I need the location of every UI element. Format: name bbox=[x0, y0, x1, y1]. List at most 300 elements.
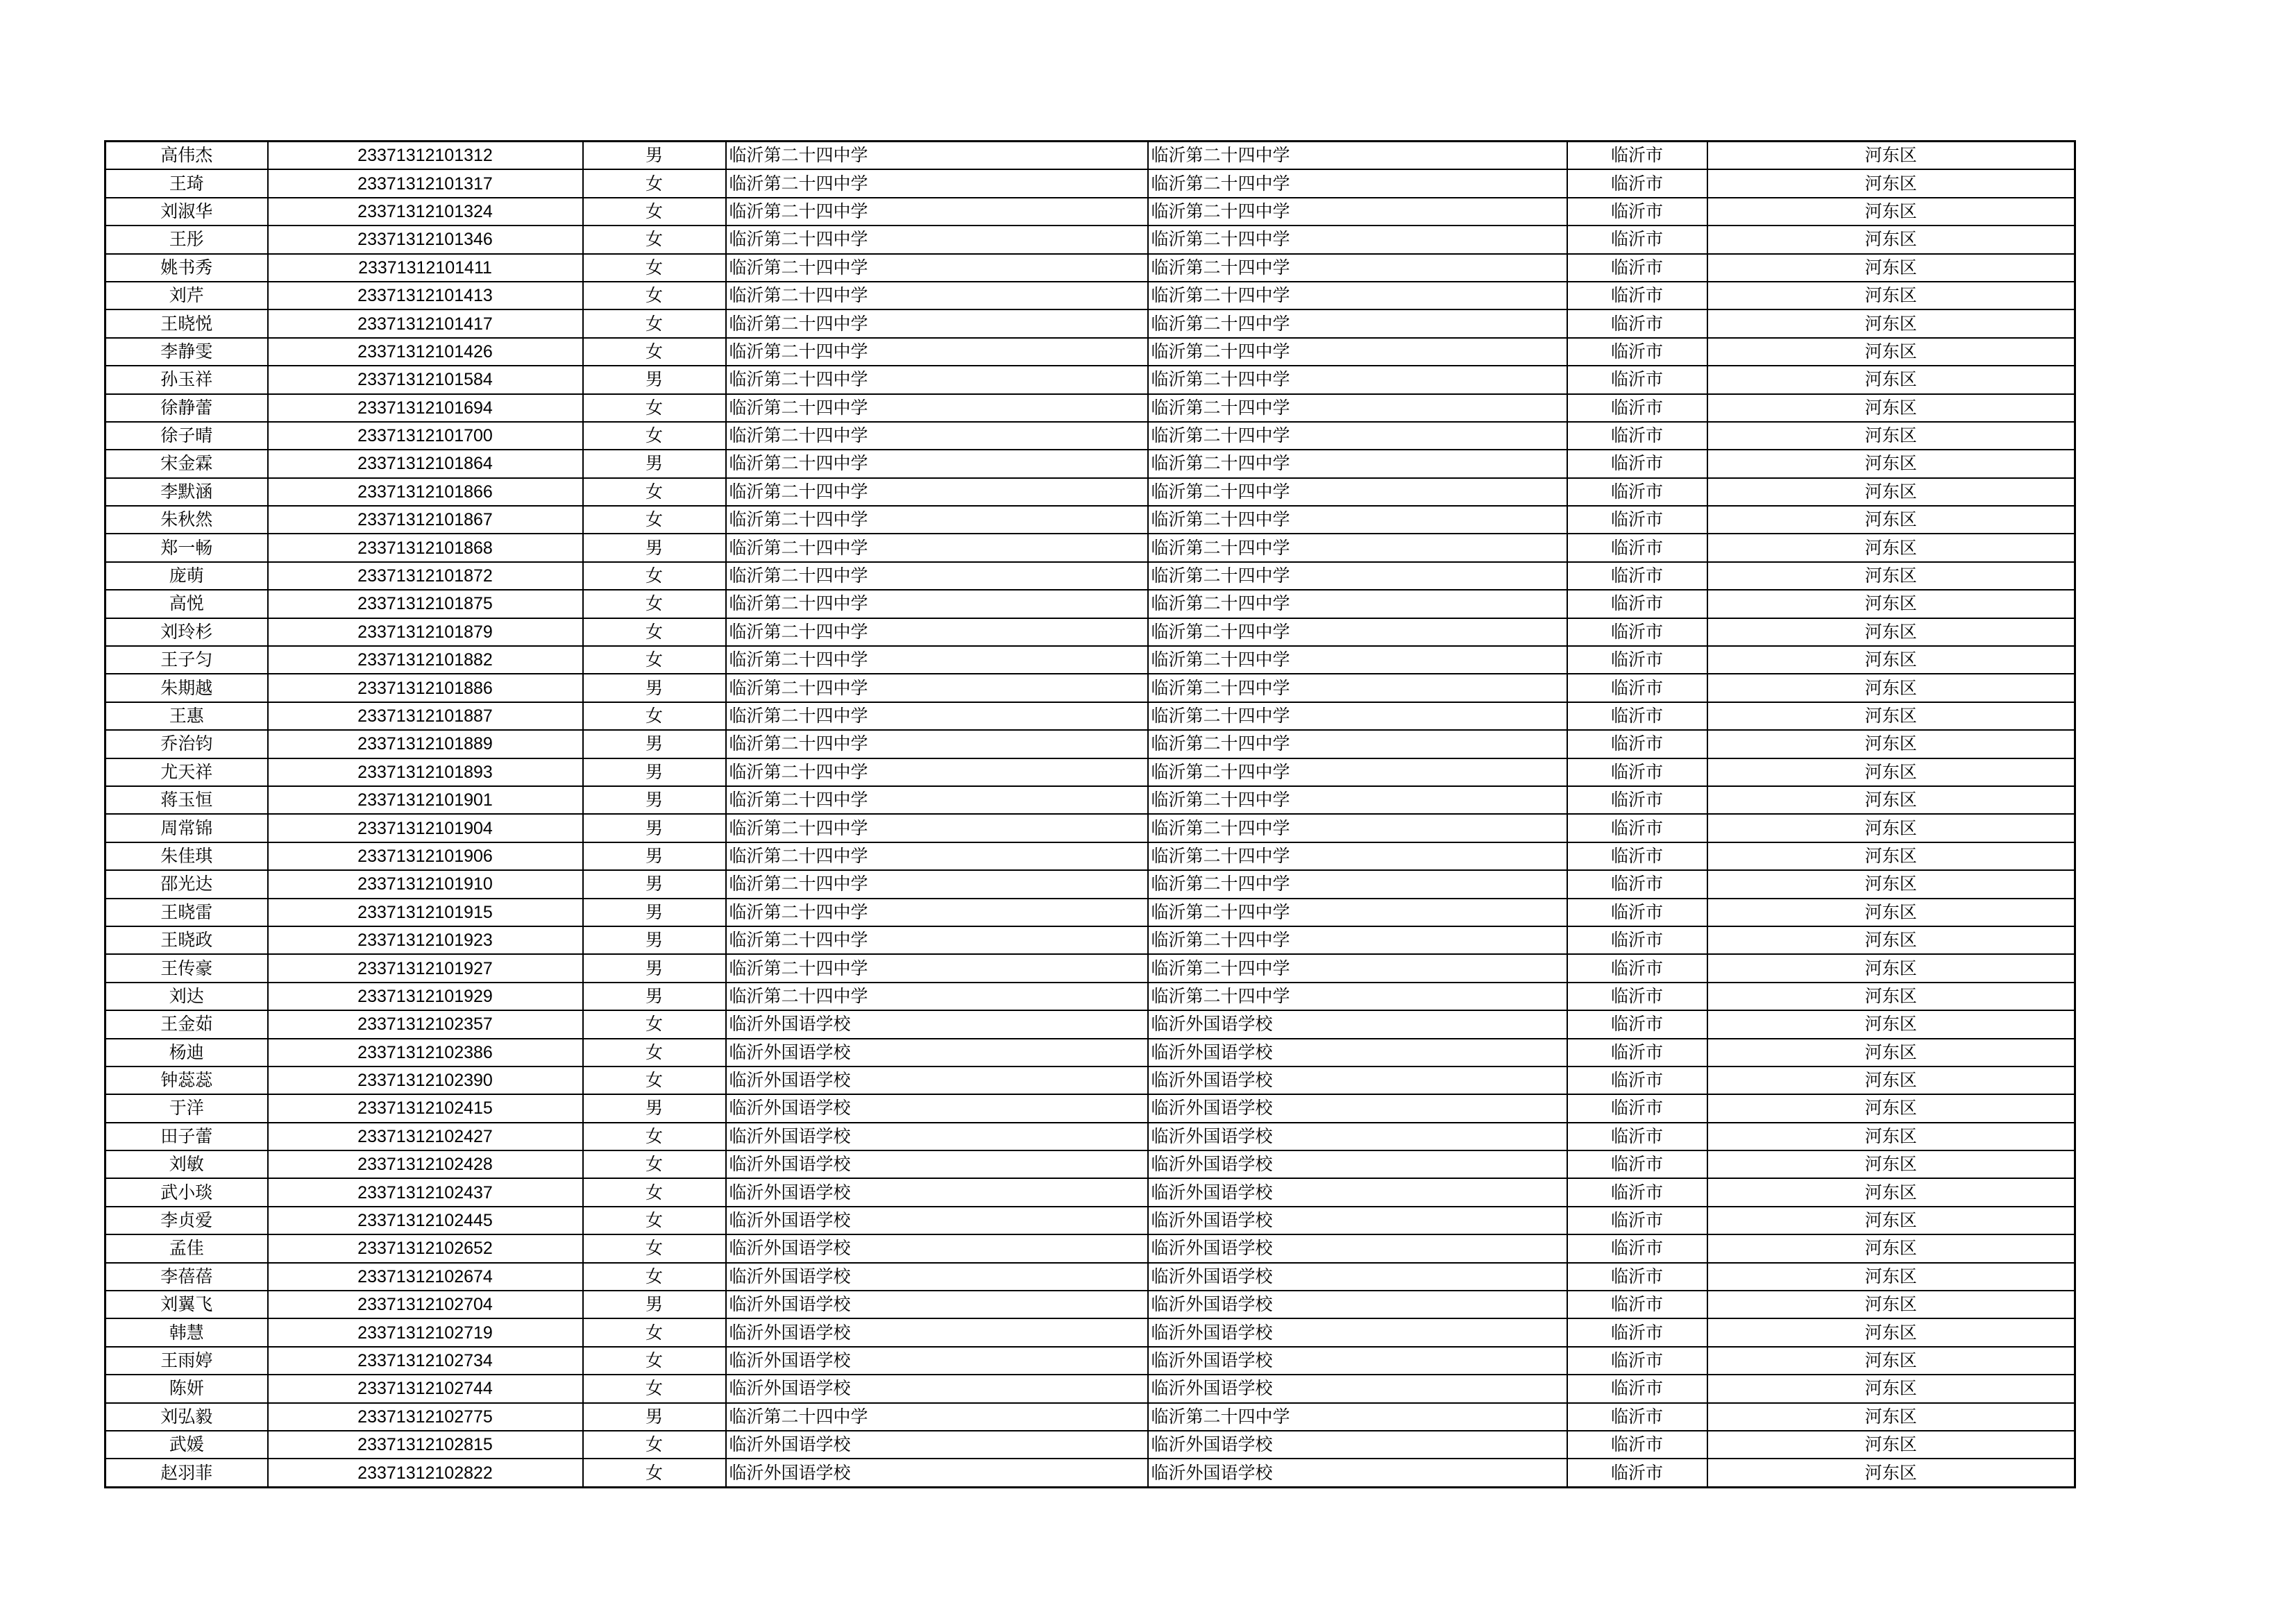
exam-site-cell: 临沂第二十四中学 bbox=[1148, 478, 1567, 506]
student-name-cell: 武媛 bbox=[105, 1431, 268, 1459]
student-name-cell: 王传豪 bbox=[105, 954, 268, 982]
district-cell: 河东区 bbox=[1707, 954, 2075, 982]
exam-id-cell: 23371312101882 bbox=[268, 646, 583, 674]
district-cell: 河东区 bbox=[1707, 590, 2075, 618]
district-cell: 河东区 bbox=[1707, 1375, 2075, 1402]
table-row bbox=[105, 254, 2075, 282]
table-row bbox=[105, 1234, 2075, 1262]
gender-cell: 女 bbox=[583, 282, 726, 309]
table-row bbox=[105, 282, 2075, 309]
district-cell: 河东区 bbox=[1707, 1207, 2075, 1234]
exam-site-cell: 临沂外国语学校 bbox=[1148, 1178, 1567, 1206]
school-cell: 临沂外国语学校 bbox=[726, 1207, 1148, 1234]
city-cell: 临沂市 bbox=[1567, 758, 1707, 786]
school-cell: 临沂第二十四中学 bbox=[726, 954, 1148, 982]
exam-id-cell: 23371312101417 bbox=[268, 309, 583, 337]
city-cell: 临沂市 bbox=[1567, 1178, 1707, 1206]
district-cell: 河东区 bbox=[1707, 478, 2075, 506]
district-cell: 河东区 bbox=[1707, 730, 2075, 758]
exam-id-cell: 23371312101867 bbox=[268, 506, 583, 534]
school-cell: 临沂外国语学校 bbox=[726, 1234, 1148, 1262]
gender-cell: 女 bbox=[583, 1067, 726, 1094]
exam-site-cell: 临沂第二十四中学 bbox=[1148, 366, 1567, 393]
exam-site-cell: 临沂第二十四中学 bbox=[1148, 142, 1567, 170]
student-name-cell: 王子匀 bbox=[105, 646, 268, 674]
school-cell: 临沂第二十四中学 bbox=[726, 870, 1148, 898]
exam-id-cell: 23371312102652 bbox=[268, 1234, 583, 1262]
district-cell: 河东区 bbox=[1707, 1178, 2075, 1206]
exam-site-cell: 临沂第二十四中学 bbox=[1148, 842, 1567, 870]
school-cell: 临沂第二十四中学 bbox=[726, 169, 1148, 197]
table-row bbox=[105, 1150, 2075, 1178]
exam-id-cell: 23371312102822 bbox=[268, 1459, 583, 1487]
exam-id-cell: 23371312101889 bbox=[268, 730, 583, 758]
district-cell: 河东区 bbox=[1707, 646, 2075, 674]
gender-cell: 男 bbox=[583, 870, 726, 898]
district-cell: 河东区 bbox=[1707, 198, 2075, 226]
exam-site-cell: 临沂第二十四中学 bbox=[1148, 814, 1567, 842]
gender-cell: 女 bbox=[583, 590, 726, 618]
table-row bbox=[105, 730, 2075, 758]
exam-site-cell: 临沂外国语学校 bbox=[1148, 1263, 1567, 1291]
table-row bbox=[105, 309, 2075, 337]
exam-id-cell: 23371312102719 bbox=[268, 1318, 583, 1346]
table-row bbox=[105, 758, 2075, 786]
table-row bbox=[105, 338, 2075, 366]
district-cell: 河东区 bbox=[1707, 814, 2075, 842]
gender-cell: 男 bbox=[583, 899, 726, 926]
gender-cell: 男 bbox=[583, 926, 726, 954]
gender-cell: 女 bbox=[583, 254, 726, 282]
gender-cell: 女 bbox=[583, 1178, 726, 1206]
district-cell: 河东区 bbox=[1707, 899, 2075, 926]
table-row bbox=[105, 954, 2075, 982]
table-row bbox=[105, 786, 2075, 814]
exam-id-cell: 23371312101700 bbox=[268, 422, 583, 450]
exam-id-cell: 23371312102357 bbox=[268, 1010, 583, 1038]
table-row bbox=[105, 142, 2075, 170]
exam-id-cell: 23371312101886 bbox=[268, 674, 583, 702]
table-row bbox=[105, 1207, 2075, 1234]
student-name-cell: 钟蕊蕊 bbox=[105, 1067, 268, 1094]
school-cell: 临沂外国语学校 bbox=[726, 1347, 1148, 1375]
exam-site-cell: 临沂第二十四中学 bbox=[1148, 983, 1567, 1010]
district-cell: 河东区 bbox=[1707, 1094, 2075, 1122]
exam-id-cell: 23371312101872 bbox=[268, 562, 583, 590]
exam-id-cell: 23371312101584 bbox=[268, 366, 583, 393]
school-cell: 临沂第二十四中学 bbox=[726, 198, 1148, 226]
student-name-cell: 刘翼飞 bbox=[105, 1291, 268, 1318]
exam-site-cell: 临沂第二十四中学 bbox=[1148, 422, 1567, 450]
district-cell: 河东区 bbox=[1707, 254, 2075, 282]
gender-cell: 男 bbox=[583, 142, 726, 170]
city-cell: 临沂市 bbox=[1567, 618, 1707, 646]
gender-cell: 女 bbox=[583, 646, 726, 674]
exam-id-cell: 23371312101929 bbox=[268, 983, 583, 1010]
student-name-cell: 王晓悦 bbox=[105, 309, 268, 337]
table-row bbox=[105, 646, 2075, 674]
exam-id-cell: 23371312102427 bbox=[268, 1123, 583, 1150]
exam-id-cell: 23371312102704 bbox=[268, 1291, 583, 1318]
table-row bbox=[105, 618, 2075, 646]
city-cell: 临沂市 bbox=[1567, 1291, 1707, 1318]
exam-id-cell: 23371312102734 bbox=[268, 1347, 583, 1375]
student-name-cell: 李静雯 bbox=[105, 338, 268, 366]
district-cell: 河东区 bbox=[1707, 562, 2075, 590]
district-cell: 河东区 bbox=[1707, 870, 2075, 898]
gender-cell: 女 bbox=[583, 1318, 726, 1346]
district-cell: 河东区 bbox=[1707, 1039, 2075, 1067]
gender-cell: 男 bbox=[583, 814, 726, 842]
school-cell: 临沂外国语学校 bbox=[726, 1375, 1148, 1402]
school-cell: 临沂第二十四中学 bbox=[726, 506, 1148, 534]
table-row bbox=[105, 169, 2075, 197]
student-name-cell: 杨迪 bbox=[105, 1039, 268, 1067]
district-cell: 河东区 bbox=[1707, 842, 2075, 870]
district-cell: 河东区 bbox=[1707, 1403, 2075, 1431]
exam-id-cell: 23371312101324 bbox=[268, 198, 583, 226]
table-row bbox=[105, 814, 2075, 842]
table-row bbox=[105, 1375, 2075, 1402]
student-name-cell: 王惠 bbox=[105, 702, 268, 730]
exam-site-cell: 临沂第二十四中学 bbox=[1148, 702, 1567, 730]
school-cell: 临沂第二十四中学 bbox=[726, 618, 1148, 646]
table-row bbox=[105, 1094, 2075, 1122]
exam-site-cell: 临沂第二十四中学 bbox=[1148, 1403, 1567, 1431]
exam-id-cell: 23371312101893 bbox=[268, 758, 583, 786]
exam-id-cell: 23371312101411 bbox=[268, 254, 583, 282]
table-row bbox=[105, 926, 2075, 954]
school-cell: 临沂外国语学校 bbox=[726, 1431, 1148, 1459]
city-cell: 临沂市 bbox=[1567, 1067, 1707, 1094]
gender-cell: 男 bbox=[583, 366, 726, 393]
city-cell: 临沂市 bbox=[1567, 1123, 1707, 1150]
city-cell: 临沂市 bbox=[1567, 1094, 1707, 1122]
city-cell: 临沂市 bbox=[1567, 674, 1707, 702]
student-name-cell: 刘芹 bbox=[105, 282, 268, 309]
gender-cell: 男 bbox=[583, 983, 726, 1010]
exam-id-cell: 23371312101346 bbox=[268, 226, 583, 253]
exam-id-cell: 23371312101317 bbox=[268, 169, 583, 197]
gender-cell: 女 bbox=[583, 1123, 726, 1150]
student-name-cell: 徐子晴 bbox=[105, 422, 268, 450]
district-cell: 河东区 bbox=[1707, 983, 2075, 1010]
school-cell: 临沂第二十四中学 bbox=[726, 309, 1148, 337]
table-row bbox=[105, 1010, 2075, 1038]
student-name-cell: 赵羽菲 bbox=[105, 1459, 268, 1487]
district-cell: 河东区 bbox=[1707, 1347, 2075, 1375]
student-name-cell: 高伟杰 bbox=[105, 142, 268, 170]
city-cell: 临沂市 bbox=[1567, 394, 1707, 422]
city-cell: 临沂市 bbox=[1567, 899, 1707, 926]
district-cell: 河东区 bbox=[1707, 1291, 2075, 1318]
school-cell: 临沂外国语学校 bbox=[726, 1010, 1148, 1038]
student-name-cell: 于洋 bbox=[105, 1094, 268, 1122]
school-cell: 临沂第二十四中学 bbox=[726, 702, 1148, 730]
school-cell: 临沂第二十四中学 bbox=[726, 674, 1148, 702]
city-cell: 临沂市 bbox=[1567, 983, 1707, 1010]
student-name-cell: 刘淑华 bbox=[105, 198, 268, 226]
school-cell: 临沂外国语学校 bbox=[726, 1039, 1148, 1067]
school-cell: 临沂外国语学校 bbox=[726, 1459, 1148, 1487]
student-name-cell: 李默涵 bbox=[105, 478, 268, 506]
city-cell: 临沂市 bbox=[1567, 254, 1707, 282]
table-row bbox=[105, 366, 2075, 393]
exam-site-cell: 临沂第二十四中学 bbox=[1148, 730, 1567, 758]
student-name-cell: 王雨婷 bbox=[105, 1347, 268, 1375]
school-cell: 临沂第二十四中学 bbox=[726, 534, 1148, 561]
gender-cell: 女 bbox=[583, 702, 726, 730]
table-row bbox=[105, 226, 2075, 253]
district-cell: 河东区 bbox=[1707, 422, 2075, 450]
gender-cell: 男 bbox=[583, 1403, 726, 1431]
exam-site-cell: 临沂外国语学校 bbox=[1148, 1375, 1567, 1402]
table-row bbox=[105, 478, 2075, 506]
table-row bbox=[105, 1067, 2075, 1094]
city-cell: 临沂市 bbox=[1567, 198, 1707, 226]
exam-site-cell: 临沂第二十四中学 bbox=[1148, 394, 1567, 422]
district-cell: 河东区 bbox=[1707, 1150, 2075, 1178]
exam-id-cell: 23371312102415 bbox=[268, 1094, 583, 1122]
school-cell: 临沂第二十四中学 bbox=[726, 254, 1148, 282]
school-cell: 临沂第二十四中学 bbox=[726, 590, 1148, 618]
exam-site-cell: 临沂第二十四中学 bbox=[1148, 198, 1567, 226]
gender-cell: 女 bbox=[583, 394, 726, 422]
city-cell: 临沂市 bbox=[1567, 169, 1707, 197]
district-cell: 河东区 bbox=[1707, 1234, 2075, 1262]
exam-id-cell: 23371312101927 bbox=[268, 954, 583, 982]
exam-site-cell: 临沂第二十四中学 bbox=[1148, 926, 1567, 954]
school-cell: 临沂第二十四中学 bbox=[726, 899, 1148, 926]
city-cell: 临沂市 bbox=[1567, 842, 1707, 870]
exam-site-cell: 临沂外国语学校 bbox=[1148, 1234, 1567, 1262]
exam-site-cell: 临沂第二十四中学 bbox=[1148, 758, 1567, 786]
exam-site-cell: 临沂第二十四中学 bbox=[1148, 506, 1567, 534]
exam-id-cell: 23371312101906 bbox=[268, 842, 583, 870]
city-cell: 临沂市 bbox=[1567, 1263, 1707, 1291]
table-row bbox=[105, 1291, 2075, 1318]
city-cell: 临沂市 bbox=[1567, 1347, 1707, 1375]
city-cell: 临沂市 bbox=[1567, 366, 1707, 393]
table-row bbox=[105, 1403, 2075, 1431]
city-cell: 临沂市 bbox=[1567, 1459, 1707, 1487]
school-cell: 临沂外国语学校 bbox=[726, 1094, 1148, 1122]
school-cell: 临沂第二十四中学 bbox=[726, 478, 1148, 506]
gender-cell: 女 bbox=[583, 1010, 726, 1038]
city-cell: 临沂市 bbox=[1567, 1150, 1707, 1178]
exam-id-cell: 23371312101426 bbox=[268, 338, 583, 366]
city-cell: 临沂市 bbox=[1567, 450, 1707, 477]
student-name-cell: 田子蕾 bbox=[105, 1123, 268, 1150]
table-row bbox=[105, 534, 2075, 561]
table-row bbox=[105, 1263, 2075, 1291]
exam-site-cell: 临沂外国语学校 bbox=[1148, 1094, 1567, 1122]
table-row bbox=[105, 674, 2075, 702]
exam-site-cell: 临沂外国语学校 bbox=[1148, 1150, 1567, 1178]
city-cell: 临沂市 bbox=[1567, 1431, 1707, 1459]
city-cell: 临沂市 bbox=[1567, 954, 1707, 982]
school-cell: 临沂第二十四中学 bbox=[726, 338, 1148, 366]
student-name-cell: 朱佳琪 bbox=[105, 842, 268, 870]
district-cell: 河东区 bbox=[1707, 506, 2075, 534]
exam-site-cell: 临沂第二十四中学 bbox=[1148, 786, 1567, 814]
district-cell: 河东区 bbox=[1707, 1459, 2075, 1487]
district-cell: 河东区 bbox=[1707, 1123, 2075, 1150]
exam-site-cell: 临沂外国语学校 bbox=[1148, 1318, 1567, 1346]
city-cell: 临沂市 bbox=[1567, 1207, 1707, 1234]
city-cell: 临沂市 bbox=[1567, 1039, 1707, 1067]
gender-cell: 女 bbox=[583, 618, 726, 646]
district-cell: 河东区 bbox=[1707, 702, 2075, 730]
exam-id-cell: 23371312102815 bbox=[268, 1431, 583, 1459]
school-cell: 临沂外国语学校 bbox=[726, 1123, 1148, 1150]
table-row bbox=[105, 198, 2075, 226]
school-cell: 临沂外国语学校 bbox=[726, 1067, 1148, 1094]
exam-site-cell: 临沂第二十四中学 bbox=[1148, 450, 1567, 477]
gender-cell: 女 bbox=[583, 1431, 726, 1459]
gender-cell: 女 bbox=[583, 198, 726, 226]
school-cell: 临沂第二十四中学 bbox=[726, 450, 1148, 477]
student-name-cell: 朱秋然 bbox=[105, 506, 268, 534]
gender-cell: 男 bbox=[583, 1291, 726, 1318]
table-row bbox=[105, 1178, 2075, 1206]
student-name-cell: 周常锦 bbox=[105, 814, 268, 842]
district-cell: 河东区 bbox=[1707, 394, 2075, 422]
district-cell: 河东区 bbox=[1707, 1318, 2075, 1346]
district-cell: 河东区 bbox=[1707, 674, 2075, 702]
school-cell: 临沂第二十四中学 bbox=[726, 282, 1148, 309]
district-cell: 河东区 bbox=[1707, 1067, 2075, 1094]
student-name-cell: 高悦 bbox=[105, 590, 268, 618]
student-name-cell: 蒋玉恒 bbox=[105, 786, 268, 814]
table-row bbox=[105, 1431, 2075, 1459]
exam-site-cell: 临沂第二十四中学 bbox=[1148, 169, 1567, 197]
city-cell: 临沂市 bbox=[1567, 1375, 1707, 1402]
city-cell: 临沂市 bbox=[1567, 534, 1707, 561]
school-cell: 临沂第二十四中学 bbox=[726, 983, 1148, 1010]
district-cell: 河东区 bbox=[1707, 142, 2075, 170]
exam-site-cell: 临沂第二十四中学 bbox=[1148, 226, 1567, 253]
student-roster-table bbox=[104, 140, 2076, 1488]
gender-cell: 女 bbox=[583, 1263, 726, 1291]
student-name-cell: 尤天祥 bbox=[105, 758, 268, 786]
city-cell: 临沂市 bbox=[1567, 702, 1707, 730]
district-cell: 河东区 bbox=[1707, 758, 2075, 786]
student-name-cell: 李贞爱 bbox=[105, 1207, 268, 1234]
district-cell: 河东区 bbox=[1707, 534, 2075, 561]
exam-site-cell: 临沂外国语学校 bbox=[1148, 1431, 1567, 1459]
table-row bbox=[105, 450, 2075, 477]
table-row bbox=[105, 1318, 2075, 1346]
city-cell: 临沂市 bbox=[1567, 730, 1707, 758]
gender-cell: 女 bbox=[583, 506, 726, 534]
district-cell: 河东区 bbox=[1707, 1010, 2075, 1038]
city-cell: 临沂市 bbox=[1567, 1010, 1707, 1038]
gender-cell: 女 bbox=[583, 562, 726, 590]
exam-site-cell: 临沂外国语学校 bbox=[1148, 1207, 1567, 1234]
exam-id-cell: 23371312101904 bbox=[268, 814, 583, 842]
school-cell: 临沂第二十四中学 bbox=[726, 562, 1148, 590]
school-cell: 临沂外国语学校 bbox=[726, 1318, 1148, 1346]
student-name-cell: 郑一畅 bbox=[105, 534, 268, 561]
table-row bbox=[105, 899, 2075, 926]
gender-cell: 女 bbox=[583, 1150, 726, 1178]
exam-id-cell: 23371312101864 bbox=[268, 450, 583, 477]
exam-id-cell: 23371312101312 bbox=[268, 142, 583, 170]
table-row bbox=[105, 590, 2075, 618]
city-cell: 临沂市 bbox=[1567, 814, 1707, 842]
district-cell: 河东区 bbox=[1707, 450, 2075, 477]
table-row bbox=[105, 506, 2075, 534]
city-cell: 临沂市 bbox=[1567, 786, 1707, 814]
student-name-cell: 王晓政 bbox=[105, 926, 268, 954]
exam-site-cell: 临沂外国语学校 bbox=[1148, 1459, 1567, 1487]
table-row bbox=[105, 562, 2075, 590]
student-name-cell: 刘敏 bbox=[105, 1150, 268, 1178]
gender-cell: 女 bbox=[583, 1234, 726, 1262]
exam-site-cell: 临沂第二十四中学 bbox=[1148, 674, 1567, 702]
city-cell: 临沂市 bbox=[1567, 338, 1707, 366]
table-row bbox=[105, 870, 2075, 898]
school-cell: 临沂第二十四中学 bbox=[726, 1403, 1148, 1431]
gender-cell: 女 bbox=[583, 169, 726, 197]
exam-site-cell: 临沂第二十四中学 bbox=[1148, 899, 1567, 926]
school-cell: 临沂第二十四中学 bbox=[726, 758, 1148, 786]
exam-site-cell: 临沂第二十四中学 bbox=[1148, 590, 1567, 618]
gender-cell: 男 bbox=[583, 758, 726, 786]
city-cell: 临沂市 bbox=[1567, 309, 1707, 337]
exam-id-cell: 23371312102674 bbox=[268, 1263, 583, 1291]
city-cell: 临沂市 bbox=[1567, 142, 1707, 170]
exam-site-cell: 临沂第二十四中学 bbox=[1148, 254, 1567, 282]
exam-site-cell: 临沂第二十四中学 bbox=[1148, 562, 1567, 590]
exam-site-cell: 临沂第二十四中学 bbox=[1148, 870, 1567, 898]
table-row bbox=[105, 1347, 2075, 1375]
district-cell: 河东区 bbox=[1707, 1263, 2075, 1291]
school-cell: 临沂外国语学校 bbox=[726, 1150, 1148, 1178]
table-row bbox=[105, 842, 2075, 870]
table-row bbox=[105, 422, 2075, 450]
district-cell: 河东区 bbox=[1707, 226, 2075, 253]
gender-cell: 女 bbox=[583, 1375, 726, 1402]
table-row bbox=[105, 394, 2075, 422]
school-cell: 临沂第二十四中学 bbox=[726, 786, 1148, 814]
exam-id-cell: 23371312102775 bbox=[268, 1403, 583, 1431]
school-cell: 临沂第二十四中学 bbox=[726, 422, 1148, 450]
student-name-cell: 王琦 bbox=[105, 169, 268, 197]
student-name-cell: 乔治钧 bbox=[105, 730, 268, 758]
city-cell: 临沂市 bbox=[1567, 926, 1707, 954]
student-name-cell: 武小琰 bbox=[105, 1178, 268, 1206]
exam-site-cell: 临沂第二十四中学 bbox=[1148, 646, 1567, 674]
student-name-cell: 韩慧 bbox=[105, 1318, 268, 1346]
student-name-cell: 孟佳 bbox=[105, 1234, 268, 1262]
roster-body bbox=[105, 142, 2075, 1488]
table-row bbox=[105, 983, 2075, 1010]
city-cell: 临沂市 bbox=[1567, 1403, 1707, 1431]
school-cell: 临沂第二十四中学 bbox=[726, 226, 1148, 253]
gender-cell: 女 bbox=[583, 422, 726, 450]
district-cell: 河东区 bbox=[1707, 366, 2075, 393]
city-cell: 临沂市 bbox=[1567, 870, 1707, 898]
exam-site-cell: 临沂第二十四中学 bbox=[1148, 282, 1567, 309]
student-name-cell: 王晓雷 bbox=[105, 899, 268, 926]
exam-site-cell: 临沂第二十四中学 bbox=[1148, 338, 1567, 366]
student-name-cell: 邵光达 bbox=[105, 870, 268, 898]
school-cell: 临沂第二十四中学 bbox=[726, 142, 1148, 170]
exam-id-cell: 23371312101413 bbox=[268, 282, 583, 309]
gender-cell: 男 bbox=[583, 730, 726, 758]
